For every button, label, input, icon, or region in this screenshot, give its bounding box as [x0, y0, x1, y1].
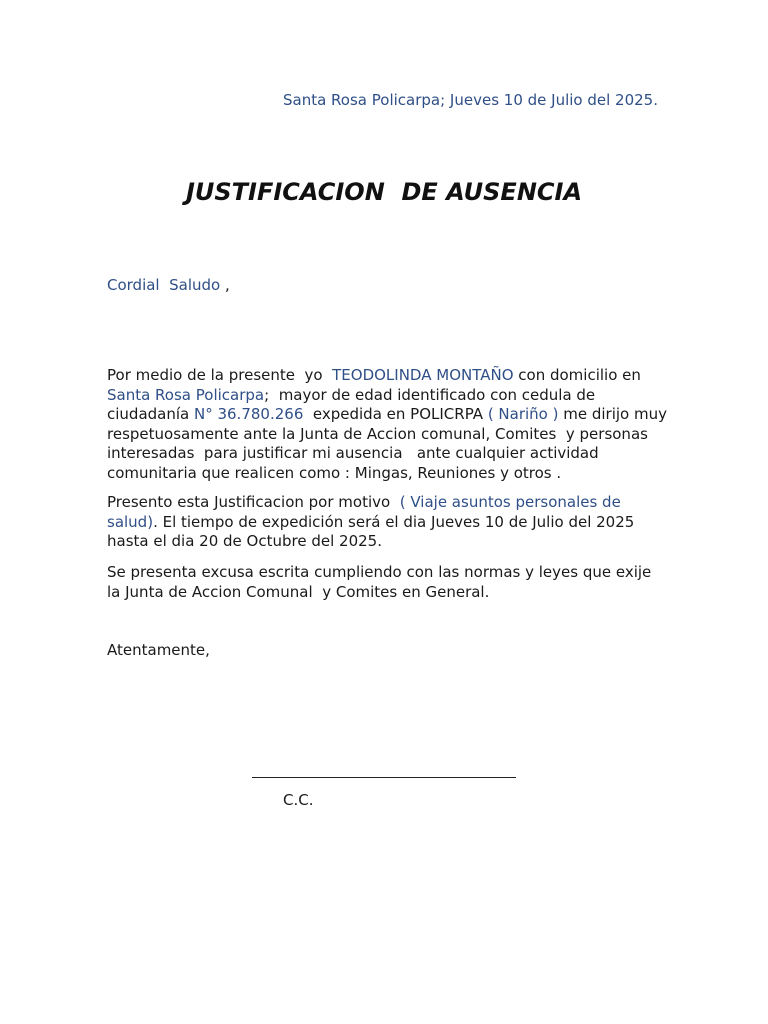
greeting-comma: ,	[220, 276, 230, 294]
paragraph-compliance: Se presenta excusa escrita cumpliendo con las normas y leyes que exije la Junta de Accion Comunal y Comites en General.	[107, 563, 657, 601]
place-name: Santa Rosa Policarpa	[107, 385, 265, 404]
text-segment: Por medio de la presente yo	[107, 366, 333, 384]
text-segment: . El tiempo de expedición será el dia Jueves 10 de Julio del 2025 hasta el dia 20 de Octubre del 2025.	[107, 512, 640, 550]
document-title: JUSTIFICACION DE AUSENCIA	[185, 178, 583, 206]
id-number: N° 36.780.266	[193, 405, 304, 423]
text-segment: expedida en POLICRPA	[303, 405, 488, 423]
text-segment: me dirijo muy respetuosamente ante la Junta de Accion comunal, Comites y personas interesadas para justificar mi ausencia ante cualquier actividad comunitaria que realicen como : Mingas, Reuniones y otros .	[107, 405, 672, 482]
greeting	[107, 276, 230, 294]
signature-cc-label: C.C.	[283, 791, 314, 809]
date-line: Santa Rosa Policarpa; Jueves 10 de Julio del 2025.	[283, 91, 658, 109]
closing: Atentamente,	[107, 641, 210, 659]
paragraph-intro	[107, 366, 672, 483]
person-name: TEODOLINDA MONTAÑO	[332, 366, 514, 384]
signature-line	[252, 777, 516, 778]
text-segment: ; mayor de edad identificado con cedula de ciudadanía	[107, 385, 600, 423]
text-segment: Presento esta Justificacion por motivo	[107, 493, 400, 511]
paragraph-reason	[107, 493, 667, 552]
department-name: ( Nariño )	[487, 405, 559, 423]
text-segment: con domicilio en	[513, 366, 646, 384]
absence-reason: ( Viaje asuntos personales de salud)	[107, 493, 626, 531]
greeting-text: Cordial Saludo	[107, 276, 221, 294]
